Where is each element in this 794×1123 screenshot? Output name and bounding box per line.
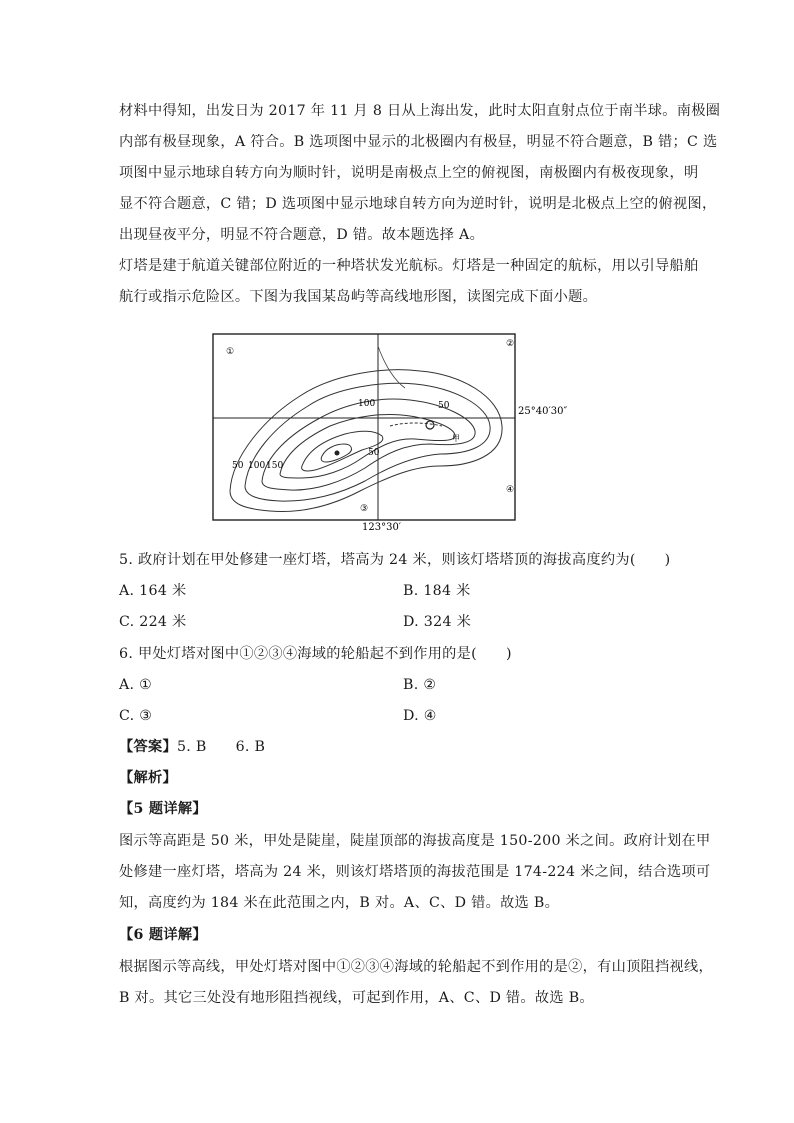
analysis-label: 【解析】 <box>119 770 177 786</box>
q5-option-a: A. 164 米 <box>119 583 187 599</box>
q5-detail-label: 【5 题详解】 <box>119 801 207 817</box>
q5-option-b: B. 184 米 <box>403 583 471 599</box>
q6-option-a: A. ① <box>119 677 153 693</box>
intro-line: 内部有极昼现象，A 符合。B 选项图中显示的北极圈内有极昼，明显不符合题意，B 错；C 选 <box>119 134 718 150</box>
contour-label: 100 <box>358 399 376 409</box>
contour-map-figure <box>210 326 590 531</box>
contour-label: 150 <box>266 461 284 471</box>
material-line: 灯塔是建于航道关键部位附近的一种塔状发光航标。灯塔是一种固定的航标，用以引导船舶 <box>119 258 699 274</box>
q6-option-b: B. ② <box>403 677 437 693</box>
ridge-line <box>378 346 405 388</box>
intro-line: 材料中得知，出发日为 2017 年 11 月 8 日从上海出发，此时太阳直射点位于南半球。南极圈 <box>119 103 721 119</box>
material-paragraph <box>119 251 699 313</box>
q6-option-c: C. ③ <box>119 708 153 724</box>
q5-detail-line: 知，高度约为 184 米在此范围之内，B 对。A、C、D 错。故选 B。 <box>119 895 560 911</box>
summit-point <box>335 451 340 456</box>
contour-label: 50 <box>438 401 450 411</box>
lighthouse-site-label: 甲 <box>452 434 460 443</box>
intro-line: 项图中显示地球自转方向为顺时针，说明是南极点上空的俯视图，南极圈内有极夜现象，明 <box>119 165 699 181</box>
q5-detail-line: 图示等高距是 50 米，甲处是陡崖，陡崖顶部的海拔高度是 150-200 米之间。政府计划在甲 <box>119 833 711 849</box>
question-5-stem: 5. 政府计划在甲处修建一座灯塔，塔高为 24 米，则该灯塔塔顶的海拔高度约为( ) <box>119 552 671 568</box>
contour-150m <box>280 414 455 478</box>
contour-label: 50 <box>232 461 244 471</box>
q6-option-d: D. ④ <box>403 708 437 724</box>
contour-map <box>210 326 590 531</box>
region-label-2: ② <box>506 339 515 349</box>
q5-detail-paragraph <box>119 826 711 919</box>
contour-0m <box>230 370 502 512</box>
contour-label: 100 <box>248 461 266 471</box>
answer-text: 5. B 6. B <box>176 739 266 755</box>
contour-100m <box>262 399 475 490</box>
q6-detail-label: 【6 题详解】 <box>119 927 207 943</box>
q6-detail-paragraph <box>119 952 713 1014</box>
intro-line: 显不符合题意，C 错；D 选项图中显示地球自转方向为逆时针，说明是北极点上空的俯视图， <box>119 196 717 212</box>
latitude-label: 25°40′30″ <box>518 406 568 417</box>
answer-line <box>119 736 265 758</box>
material-line: 航行或指示危险区。下图为我国某岛屿等高线地形图，读图完成下面小题。 <box>119 289 598 305</box>
question-6-stem: 6. 甲处灯塔对图中①②③④海域的轮船起不到作用的是( ) <box>119 646 512 662</box>
q6-detail-line: B 对。其它三处没有地形阻挡视线，可起到作用，A、C、D 错。故选 B。 <box>119 990 594 1006</box>
contour-label: 50 <box>368 448 380 458</box>
longitude-label: 123°30′ <box>362 522 402 531</box>
q6-detail-line: 根据图示等高线，甲处灯塔对图中①②③④海域的轮船起不到作用的是②，有山顶阻挡视线， <box>119 959 713 975</box>
map-frame <box>213 334 515 520</box>
q5-option-c: C. 224 米 <box>119 614 187 630</box>
region-label-4: ④ <box>506 485 515 495</box>
intro-line: 出现昼夜平分，明显不符合题意，D 错。故本题选择 A。 <box>119 227 485 243</box>
q5-detail-line: 处修建一座灯塔，塔高为 24 米，则该灯塔塔顶的海拔范围是 174-224 米之间，结合选项可 <box>119 864 711 880</box>
q5-option-d: D. 324 米 <box>403 614 472 630</box>
region-label-1: ① <box>226 347 235 357</box>
region-label-3: ③ <box>360 504 369 514</box>
lighthouse-site-marker <box>426 421 434 429</box>
intro-paragraph <box>119 96 721 251</box>
answer-label: 【答案】 <box>119 739 177 755</box>
